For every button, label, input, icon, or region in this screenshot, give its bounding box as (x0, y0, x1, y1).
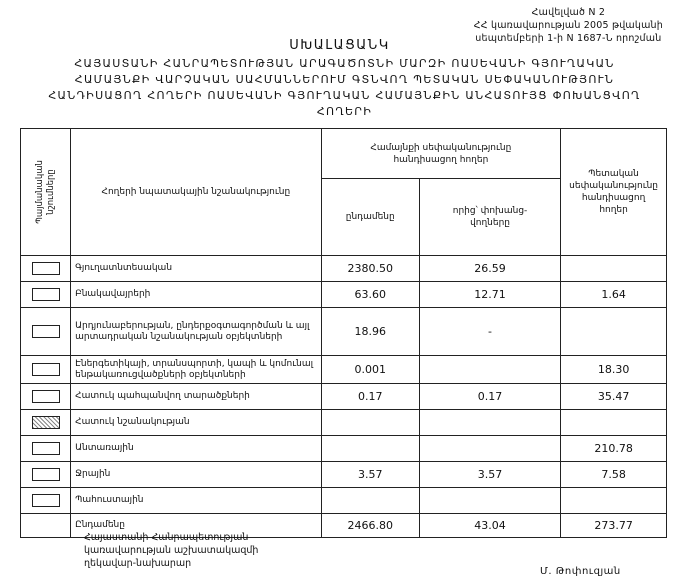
code-header-cell (21, 129, 71, 256)
legend-swatch (32, 468, 60, 481)
row-transfer: 0.17 (419, 384, 560, 410)
table-row (21, 308, 667, 356)
signatory-line: կառավարության աշխատակազմի (84, 545, 259, 556)
row-state (561, 256, 667, 282)
row-transfer: 26.59 (419, 256, 560, 282)
decision-line: ՀՀ կառավարության 2005 թվականի (473, 20, 663, 31)
row-state (561, 488, 667, 514)
total-transfer: 43.04 (419, 514, 560, 538)
row-total (321, 436, 419, 462)
row-transfer: 12.71 (419, 282, 560, 308)
row-transfer (419, 488, 560, 514)
legend-swatch (32, 262, 60, 275)
code-cell (21, 488, 71, 514)
total-column-header: ընդամենը (321, 179, 419, 256)
row-state: 18.30 (561, 356, 667, 384)
row-name: Հատուկ նշանակության (71, 410, 321, 436)
row-transfer (419, 410, 560, 436)
row-name: Անտառային (71, 436, 321, 462)
row-state: 210.78 (561, 436, 667, 462)
row-name: Բնակավայրերի (71, 282, 321, 308)
signatory-name: Մ. Թոփուզյան (540, 566, 621, 577)
row-total: 63.60 (321, 282, 419, 308)
table-row (21, 256, 667, 282)
legend-swatch (32, 494, 60, 507)
row-total: 2380.50 (321, 256, 419, 282)
row-state: 7.58 (561, 462, 667, 488)
row-state: 1.64 (561, 282, 667, 308)
row-state (561, 410, 667, 436)
signatory-title (84, 531, 258, 570)
legend-swatch-hatched (32, 416, 60, 429)
legend-swatch (32, 390, 60, 403)
table-row (21, 282, 667, 308)
table-row (21, 462, 667, 488)
land-table (20, 128, 667, 538)
legend-swatch (32, 325, 60, 338)
code-cell (21, 384, 71, 410)
signatory-line: ղեկավար-նախարար (84, 558, 192, 569)
row-total: 0.17 (321, 384, 419, 410)
row-total: 18.96 (321, 308, 419, 356)
row-state (561, 308, 667, 356)
code-cell (21, 436, 71, 462)
row-transfer (419, 436, 560, 462)
signatory-line: Հայաստանի Հանրապետության (84, 532, 249, 543)
row-total (321, 410, 419, 436)
table-row (21, 488, 667, 514)
decision-number-line: սեպտեմբերի 1-ի N 1687-Ն որոշման (475, 33, 662, 44)
code-cell (21, 356, 71, 384)
subtitle-line: ՀԱՅԱՍՏԱՆԻ ՀԱՆՐԱՊԵՏՈՒԹՅԱՆ ԱՐԱԳԱԾՈՏՆԻ ՄԱՐԶԻ ՈԱՍԵՎԱՆԻ ԳՅՈՒՂԱԿԱՆ (74, 57, 615, 70)
row-name: Էներգետիկայի, տրանսպորտի, կապի և կոմունալ ենթակառուցվածքների օբյեկտների (71, 356, 321, 384)
state-column-header: Պետական սեփականությունը հանդիսացող հողեր (561, 129, 667, 256)
total-label: Ընդամենը (71, 514, 321, 538)
total-total: 2466.80 (321, 514, 419, 538)
code-cell (21, 514, 71, 538)
code-cell (21, 462, 71, 488)
row-name: Հատուկ պահպանվող տարածքների (71, 384, 321, 410)
subtitle-line: ՀԱՆԴԻՍԱՑՈՂ ՀՈՂԵՐԻ ՈԱՍԵՎԱՆԻ ԳՅՈՒՂԱԿԱՆ ՀԱՄԱՅՆՔԻՆ ԱՆՀԱՏՈՒՅՑ ՓՈԽԱՆՑՎՈՂ (48, 89, 641, 102)
appendix-label: Հավելված N 2 (531, 7, 606, 18)
row-state: 35.47 (561, 384, 667, 410)
legend-swatch (32, 288, 60, 301)
document-subtitle (30, 56, 659, 120)
code-cell (21, 308, 71, 356)
row-transfer (419, 356, 560, 384)
legend-swatch (32, 442, 60, 455)
total-state: 273.77 (561, 514, 667, 538)
table-row (21, 356, 667, 384)
code-cell (21, 282, 71, 308)
row-name: Ջրային (71, 462, 321, 488)
code-column-header: Պայմանական նշումները (34, 160, 56, 224)
transfer-column-header: որից՝ փոխանց-վողները (419, 179, 560, 256)
row-total: 3.57 (321, 462, 419, 488)
row-name: Պահուստային (71, 488, 321, 514)
row-transfer: - (419, 308, 560, 356)
code-cell (21, 410, 71, 436)
code-cell (21, 256, 71, 282)
document-title: ՍԽԱԼԱՑԱՆԿ (289, 38, 390, 53)
row-name: Գյուղատնտեսական (71, 256, 321, 282)
table-row (21, 410, 667, 436)
table-row (21, 436, 667, 462)
row-transfer: 3.57 (419, 462, 560, 488)
row-name: Արդյունաբերության, ընդերքօգտագործման և այլ արտադրական նշանակության օբյեկտների (71, 308, 321, 356)
row-total (321, 488, 419, 514)
row-total: 0.001 (321, 356, 419, 384)
name-column-header: Հողերի նպատակային նշանակությունը (71, 129, 321, 256)
table-row (21, 384, 667, 410)
legend-swatch (32, 363, 60, 376)
subtitle-line: ՀԱՄԱՅՆՔԻ ՎԱՐՉԱԿԱՆ ՍԱՀՄԱՆՆԵՐՈՒՄ ԳՏՆՎՈՂ ՊԵՏԱԿԱՆ ՍԵՓԱԿԱՆՈՒԹՅՈՒՆ (74, 73, 615, 86)
subtitle-line: ՀՈՂԵՐԻ (316, 105, 373, 118)
community-group-header: Համայնքի սեփականությունը հանդիսացող հողեր (321, 129, 561, 179)
